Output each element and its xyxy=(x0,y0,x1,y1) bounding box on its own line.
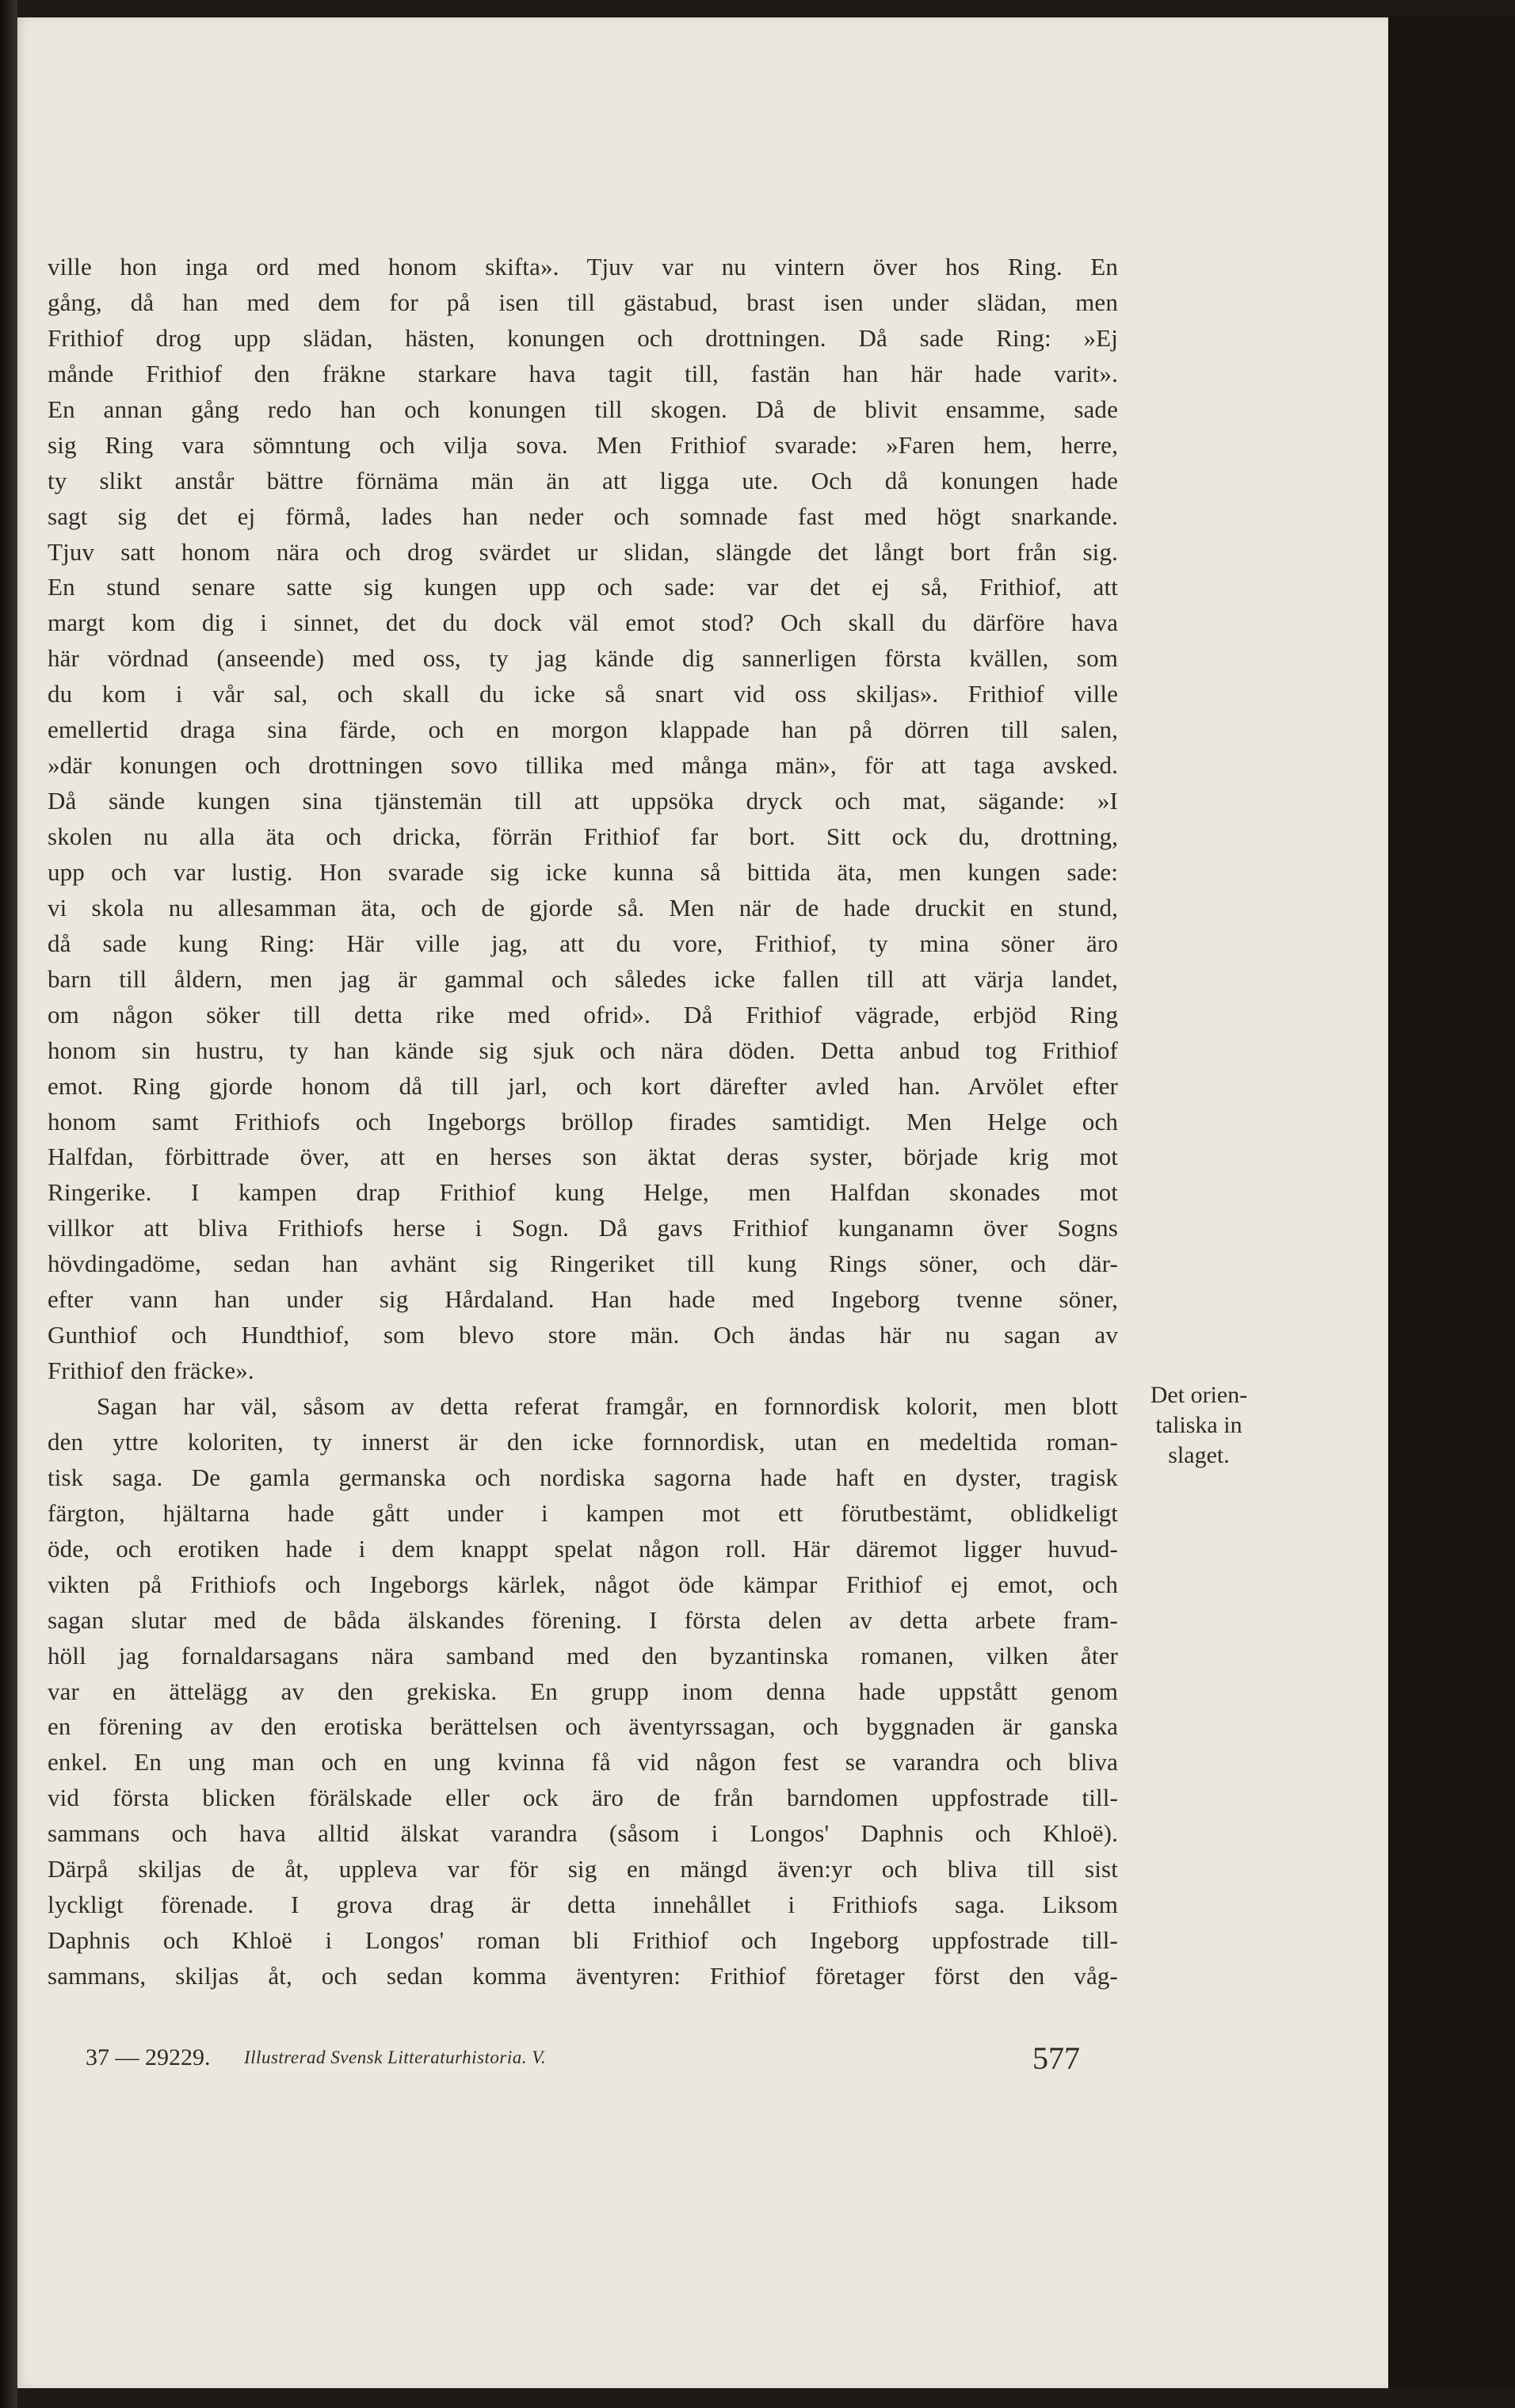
text-line: Frithiof drog upp slädan, hästen, konungen och drottningen. Då sade Ring: »Ej xyxy=(48,323,1118,352)
text-line: margt kom dig i sinnet, det du dock väl emot stod? Och skall du därföre hava xyxy=(48,609,1118,637)
text-line: färgton, hjältarna hade gått under i kampen mot ett förutbestämt, oblidkeligt xyxy=(48,1498,1118,1527)
text-line: en förening av den erotiska berättelsen och äventyrssagan, och byggnaden är ganska xyxy=(48,1712,1118,1741)
text-line: honom samt Frithiofs och Ingeborgs bröllop firades samtidigt. Men Helge och xyxy=(48,1107,1118,1135)
text-line: här vördnad (anseende) med oss, ty jag kände dig sannerligen första kvällen, som xyxy=(48,644,1118,673)
text-line: den yttre koloriten, ty innerst är den icke fornnordisk, utan en medeltida roman- xyxy=(48,1427,1118,1456)
text-line: månde Frithiof den fräkne starkare hava tagit till, fastän han här hade varit». xyxy=(48,359,1118,387)
text-line: emellertid draga sina färde, och en morgon klappade han på dörren till salen, xyxy=(48,716,1118,744)
text-line: vi skola nu allesamman äta, och de gjorde så. Men när de hade druckit en stund, xyxy=(48,893,1118,922)
running-title: Illustrerad Svensk Litteraturhistoria. V. xyxy=(244,2047,547,2067)
text-line: sagt sig det ej förmå, lades han neder och somnade fast med högt snarkande. xyxy=(48,502,1118,530)
text-line: »där konungen och drottningen sovo tillika med många män», för att taga avsked. xyxy=(48,751,1118,780)
text-line: En annan gång redo han och konungen till skogen. Då de blivit ensamme, sade xyxy=(48,395,1118,423)
margin-note-line: slaget. xyxy=(1168,1442,1230,1468)
text-line: Då sände kungen sina tjänstemän till att uppsöka dryck och mat, sägande: »I xyxy=(48,787,1118,815)
text-line: gång, då han med dem for på isen till gästabud, brast isen under slädan, men xyxy=(48,288,1118,316)
text-line: En stund senare satte sig kungen upp och sade: var det ej så, Frithiof, att xyxy=(48,573,1118,601)
text-line: Daphnis och Khloë i Longos' roman bli Frithiof och Ingeborg uppfostrade till- xyxy=(48,1926,1118,1955)
scan-background xyxy=(1388,16,1515,2388)
body-text xyxy=(48,250,1118,1994)
text-line: lyckligt förenade. I grova drag är detta innehållet i Frithiofs saga. Liksom xyxy=(48,1891,1118,1919)
text-line: ville hon inga ord med honom skifta». Tjuv var nu vintern över hos Ring. En xyxy=(48,253,1118,280)
text-line: villkor att bliva Frithiofs herse i Sogn. Då gavs Frithiof kunganamn över Sogns xyxy=(48,1214,1118,1242)
margin-note-line: Det orien- xyxy=(1150,1382,1248,1408)
text-line: Därpå skiljas de åt, uppleva var för sig en mängd även:yr och bliva till sist xyxy=(48,1855,1118,1883)
text-line: enkel. En ung man och en ung kvinna få vid någon fest se varandra och bliva xyxy=(48,1748,1118,1776)
text-line: Sagan har väl, såsom av detta referat framgår, en fornnordisk kolorit, men blott xyxy=(97,1392,1118,1420)
book-page xyxy=(17,17,1388,2388)
text-line: var en ättelägg av den grekiska. En grupp inom denna hade uppstått genom xyxy=(48,1677,1118,1705)
text-line: skolen nu alla äta och dricka, förrän Frithiof far bort. Sitt ock du, drottning, xyxy=(48,822,1118,850)
page-number: 577 xyxy=(1032,2040,1080,2076)
text-line: du kom i vår sal, och skall du icke så snart vid oss skiljas». Frithiof ville xyxy=(48,680,1118,708)
text-line: barn till åldern, men jag är gammal och således icke fallen till att värja landet, xyxy=(48,964,1118,993)
text-line: Ringerike. I kampen drap Frithiof kung Helge, men Halfdan skonades mot xyxy=(48,1178,1118,1207)
margin-note xyxy=(1143,1380,1254,1471)
text-line: höll jag fornaldarsagans nära samband med den byzantinska romanen, vilken åter xyxy=(48,1641,1118,1670)
text-line: emot. Ring gjorde honom då till jarl, och kort därefter avled han. Arvölet efter xyxy=(48,1071,1118,1100)
text-line: vid första blicken förälskade eller ock äro de från barndomen uppfostrade till- xyxy=(48,1784,1118,1812)
text-line: då sade kung Ring: Här ville jag, att du vore, Frithiof, ty mina söner äro xyxy=(48,929,1118,957)
text-line: hövdingadöme, sedan han avhänt sig Ringeriket till kung Rings söner, och där- xyxy=(48,1250,1118,1278)
text-line: Frithiof den fräcke». xyxy=(48,1357,254,1385)
text-line: om någon söker till detta rike med ofrid». Då Frithiof vägrade, erbjöd Ring xyxy=(48,1000,1118,1028)
text-line: Tjuv satt honom nära och drog svärdet ur slidan, slängde det långt bort från sig. xyxy=(48,537,1118,566)
text-line: öde, och erotiken hade i dem knappt spelat någon roll. Här däremot ligger huvud- xyxy=(48,1534,1118,1563)
text-line: sammans, skiljas åt, och sedan komma äventyren: Frithiof företager först den våg- xyxy=(48,1962,1118,1990)
text-line: honom sin hustru, ty han kände sig sjuk och nära döden. Detta anbud tog Frithiof xyxy=(48,1036,1118,1064)
text-line: sig Ring vara sömntung och vilja sova. Men Frithiof svarade: »Faren hem, herre, xyxy=(48,430,1118,459)
text-line: upp och var lustig. Hon svarade sig icke kunna så bittida äta, men kungen sade: xyxy=(48,857,1118,886)
text-line: sammans och hava alltid älskat varandra (såsom i Longos' Daphnis och Khloë). xyxy=(48,1819,1118,1848)
text-line: vikten på Frithiofs och Ingeborgs kärlek, något öde kämpar Frithiof ej emot, och xyxy=(48,1570,1118,1598)
book-spine-shadow xyxy=(0,0,17,2408)
text-line: tisk saga. De gamla germanska och nordiska sagorna hade haft en dyster, tragisk xyxy=(48,1463,1118,1491)
text-line: sagan slutar med de båda älskandes förening. I första delen av detta arbete fram- xyxy=(48,1605,1118,1634)
text-line: Gunthiof och Hundthiof, som blevo store män. Och ändas här nu sagan av xyxy=(48,1321,1118,1349)
text-line: efter vann han under sig Hårdaland. Han hade med Ingeborg tvenne söner, xyxy=(48,1285,1118,1314)
margin-note-line: taliska in xyxy=(1155,1412,1242,1438)
text-line: ty slikt anstår bättre förnäma män än att ligga ute. Och då konungen hade xyxy=(48,466,1118,494)
printer-signature: 37 — 29229. xyxy=(86,2044,211,2070)
text-line: Halfdan, förbittrade över, att en herses son äktat deras syster, började krig mot xyxy=(48,1143,1118,1171)
page-footer xyxy=(48,2040,1118,2079)
